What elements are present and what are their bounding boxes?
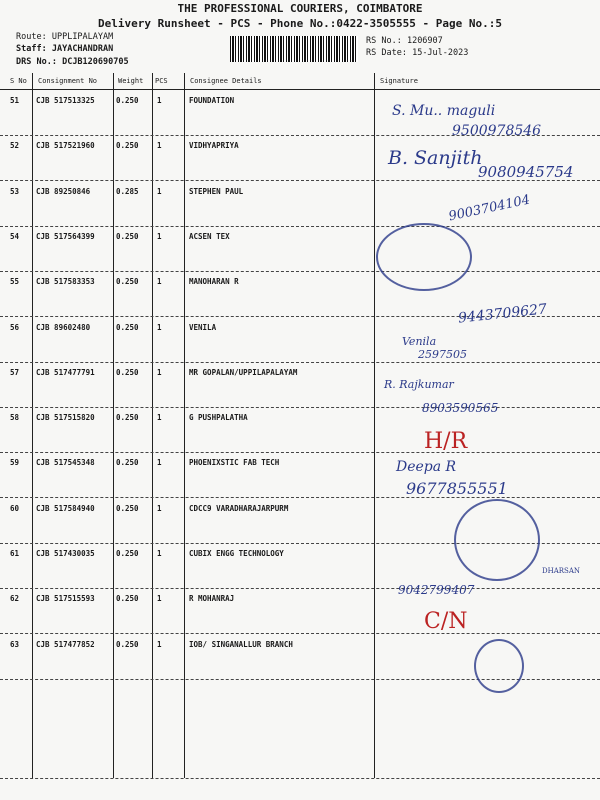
cell-pcs: 1 xyxy=(157,639,162,649)
round-stamp-icon xyxy=(454,499,540,581)
cell-sno: 54 xyxy=(10,231,20,241)
cell-weight: 0.250 xyxy=(116,322,139,332)
drs-value: DCJB120690705 xyxy=(62,57,129,67)
cell-details: IOB/ SINGANALLUR BRANCH xyxy=(189,639,293,649)
table-row xyxy=(0,317,600,363)
cell-consignment: CJB 517521960 xyxy=(36,141,95,151)
cell-pcs: 1 xyxy=(157,322,162,332)
cell-details: VIDHYAPRIYA xyxy=(189,141,239,151)
rs-date-value: 15-Jul-2023 xyxy=(412,48,469,58)
cell-consignment: CJB 517513325 xyxy=(36,96,95,105)
cell-pcs: 1 xyxy=(157,231,162,241)
cell-pcs: 1 xyxy=(157,503,162,513)
mark-62-cn: C/N xyxy=(424,609,468,634)
cell-details: MR GOPALAN/UPPILAPALAYAM xyxy=(189,367,298,377)
cell-weight: 0.250 xyxy=(116,458,139,468)
cell-sno: 55 xyxy=(10,277,20,287)
col-consignment: Consignment No xyxy=(38,77,98,85)
signature-52-phone: 9080945754 xyxy=(478,163,574,181)
bank-stamp-icon xyxy=(474,639,524,693)
runsheet-table xyxy=(0,73,600,783)
barcode-icon xyxy=(230,36,358,62)
cell-consignment: CJB 517584940 xyxy=(36,503,95,513)
cell-pcs: 1 xyxy=(157,367,162,377)
cell-pcs: 1 xyxy=(157,413,162,423)
mark-58-hr: H/R xyxy=(424,429,468,454)
cell-sno: 56 xyxy=(10,322,20,332)
cell-sno: 59 xyxy=(10,458,20,468)
cell-weight: 0.250 xyxy=(116,413,139,423)
rs-no-line: RS No.: 1206907 xyxy=(366,36,443,46)
cell-pcs: 1 xyxy=(157,186,162,196)
cell-details: MANOHARAN R xyxy=(189,277,239,287)
cell-pcs: 1 xyxy=(157,96,162,105)
col-weight: Weight xyxy=(118,77,144,85)
rs-no-value: 1206907 xyxy=(406,36,443,46)
route-line: Route: UPPLIPALAYAM xyxy=(16,32,114,42)
signature-59-name: Deepa R xyxy=(396,459,457,475)
signature-51-name: S. Mu.. maguli xyxy=(392,103,496,119)
cell-sno: 63 xyxy=(10,639,20,649)
signature-56-number: 2597505 xyxy=(418,348,467,361)
signature-59-phone: 9677855551 xyxy=(406,479,508,498)
col-details: Consignee Details xyxy=(190,77,262,85)
cell-sno: 53 xyxy=(10,186,20,196)
signature-53-phone: 9003704104 xyxy=(447,192,532,225)
signature-52-name: B. Sanjith xyxy=(388,147,483,169)
cell-details: STEPHEN PAUL xyxy=(189,186,244,196)
cell-consignment: CJB 517515593 xyxy=(36,594,95,604)
signature-55-phone: 9443709627 xyxy=(457,301,548,327)
report-subtitle: Delivery Runsheet - PCS - Phone No.:0422-3505555 - Page No.:5 xyxy=(98,17,502,30)
cell-weight: 0.250 xyxy=(116,277,139,287)
cell-consignment: CJB 517515820 xyxy=(36,413,95,423)
bottom-divider xyxy=(0,778,600,779)
cell-sno: 52 xyxy=(10,141,20,151)
cell-consignment: CJB 89602480 xyxy=(36,322,91,332)
table-row xyxy=(0,226,600,272)
signature-61-note: DHARSAN xyxy=(542,567,581,575)
cell-weight: 0.250 xyxy=(116,549,139,558)
staff-value: JAYACHANDRAN xyxy=(51,44,114,54)
cell-consignment: CJB 517583353 xyxy=(36,277,95,287)
rs-date-line: RS Date: 15-Jul-2023 xyxy=(366,48,469,58)
signature-57-name: R. Rajkumar xyxy=(384,378,454,391)
table-row xyxy=(0,407,600,453)
seal-stamp-icon xyxy=(376,223,472,291)
cell-pcs: 1 xyxy=(157,141,162,151)
cell-sno: 62 xyxy=(10,594,20,604)
cell-details: VENILA xyxy=(189,322,217,332)
cell-weight: 0.250 xyxy=(116,367,139,377)
cell-pcs: 1 xyxy=(157,549,162,558)
cell-consignment: CJB 517477791 xyxy=(36,367,95,377)
cell-details: CDCC9 VARADHARAJARPURM xyxy=(189,503,289,513)
col-sno: S No xyxy=(10,77,27,85)
cell-pcs: 1 xyxy=(157,594,162,604)
cell-weight: 0.250 xyxy=(116,503,139,513)
cell-sno: 51 xyxy=(10,96,20,105)
cell-weight: 0.250 xyxy=(116,639,139,649)
cell-details: PHOENIXSTIC FAB TECH xyxy=(189,458,280,468)
cell-consignment: CJB 517430035 xyxy=(36,549,95,558)
col-pcs: PCS xyxy=(155,77,168,85)
cell-details: FOUNDATION xyxy=(189,96,235,105)
cell-weight: 0.250 xyxy=(116,96,139,105)
route-value: UPPLIPALAYAM xyxy=(51,32,114,42)
signature-51-phone: 9500978546 xyxy=(452,123,542,139)
cell-consignment: CJB 517564399 xyxy=(36,231,95,241)
signature-61-phone: 9042799407 xyxy=(398,583,475,597)
cell-sno: 57 xyxy=(10,367,20,377)
cell-pcs: 1 xyxy=(157,277,162,287)
cell-details: CUBIX ENGG TECHNOLOGY xyxy=(189,549,284,558)
cell-weight: 0.285 xyxy=(116,186,139,196)
col-signature: Signature xyxy=(380,77,418,85)
table-header xyxy=(0,73,600,90)
cell-pcs: 1 xyxy=(157,458,162,468)
report-title: THE PROFESSIONAL COURIERS, COIMBATORE xyxy=(177,2,423,15)
cell-weight: 0.250 xyxy=(116,141,139,151)
cell-consignment: CJB 517477852 xyxy=(36,639,95,649)
table-row xyxy=(0,588,600,634)
cell-details: R MOHANRAJ xyxy=(189,594,235,604)
staff-line: Staff: JAYACHANDRAN xyxy=(16,44,114,54)
cell-details: G PUSHPALATHA xyxy=(189,413,248,423)
cell-sno: 61 xyxy=(10,549,20,558)
table-row xyxy=(0,362,600,408)
cell-consignment: CJB 517545348 xyxy=(36,458,95,468)
cell-sno: 60 xyxy=(10,503,20,513)
cell-weight: 0.250 xyxy=(116,594,139,604)
cell-details: ACSEN TEX xyxy=(189,231,230,241)
table-row xyxy=(0,452,600,498)
cell-weight: 0.250 xyxy=(116,231,139,241)
signature-57-phone: 8903590565 xyxy=(422,401,499,415)
cell-sno: 58 xyxy=(10,413,20,423)
cell-consignment: CJB 89250846 xyxy=(36,186,91,196)
drs-line: DRS No.: DCJB120690705 xyxy=(16,57,129,67)
signature-56-name: Venila xyxy=(402,335,437,348)
